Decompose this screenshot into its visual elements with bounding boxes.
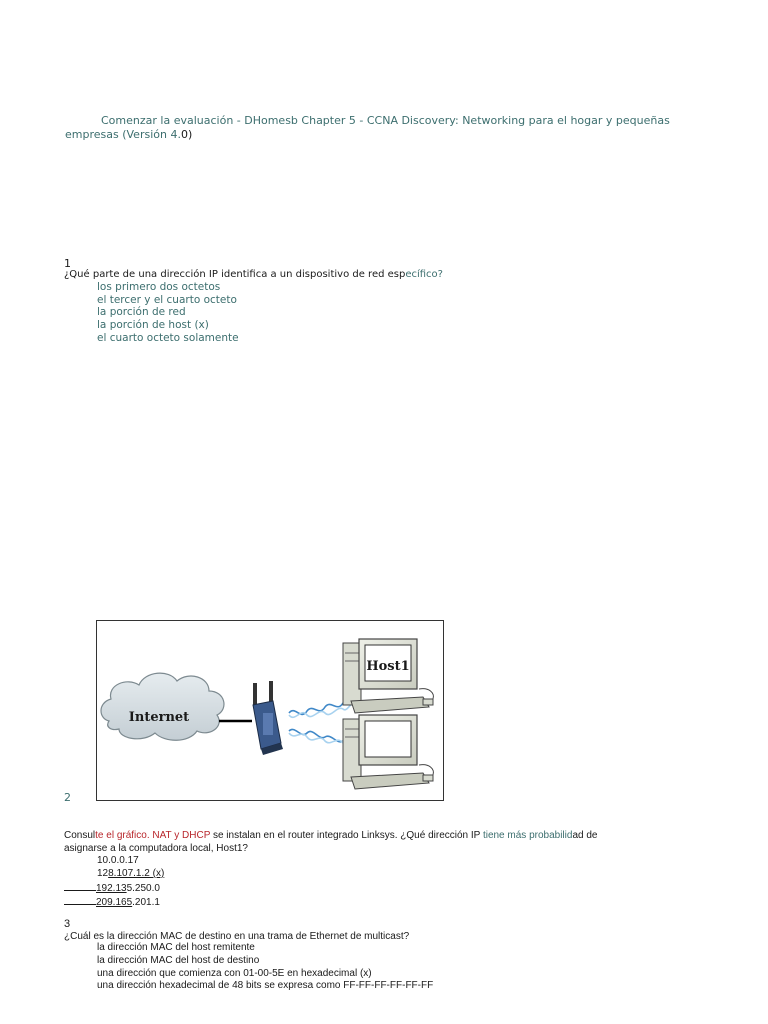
option[interactable]: 10.0.0.17 (97, 855, 139, 866)
question-3-text: ¿Cuál es la dirección MAC de destino en una trama de Ethernet de multicast? (64, 931, 410, 942)
network-diagram-svg (97, 621, 443, 800)
option[interactable]: 128.107.1.2 (x) (97, 867, 165, 879)
host1-computer-icon (343, 639, 433, 713)
question-2-options (64, 855, 164, 910)
question-1-text: ¿Qué parte de una dirección IP identifica a un dispositivo de red específico? (64, 269, 443, 280)
option[interactable]: el cuarto octeto solamente (97, 331, 239, 344)
question-2-number: 2 (64, 791, 71, 804)
question-2-text: Consulte el gráfico. NAT y DHCP se instalan en el router integrado Linksys. ¿Qué dirección IP tiene más probabilidad de asignarse a la computadora local, Host1? (64, 830, 598, 854)
option[interactable]: la porción de red (97, 306, 186, 319)
network-diagram (96, 620, 444, 801)
internet-label: Internet (128, 710, 190, 725)
option[interactable]: los primero dos octetos (97, 281, 221, 293)
option[interactable]: la dirección MAC del host remitente (97, 942, 255, 953)
option[interactable]: la porción de host (x) (97, 319, 209, 332)
computer-icon (343, 715, 433, 789)
assessment-title (65, 114, 705, 142)
title-text: Comenzar la evaluación - DHomesb Chapter 5 - CCNA Discovery: Networking para el hogar y pequeñas empresas (Versión 4. (65, 114, 670, 141)
option[interactable]: una dirección que comienza con 01-00-5E en hexadecimal (x) (97, 967, 372, 979)
option[interactable]: 209.165.201.1 (64, 895, 164, 910)
option[interactable]: la dirección MAC del host de destino (97, 954, 260, 966)
question-3-number: 3 (64, 918, 71, 930)
option[interactable]: una dirección hexadecimal de 48 bits se expresa como FF-FF-FF-FF-FF-FF (97, 980, 434, 992)
title-text-end: 0) (180, 128, 193, 141)
question-3-options (97, 942, 433, 993)
question-1-options (97, 281, 239, 345)
option[interactable]: el tercer y el cuarto octeto (97, 293, 237, 306)
question-1-number: 1 (64, 257, 71, 270)
host1-label: Host1 (366, 659, 410, 674)
wireless-router-icon (253, 681, 283, 755)
internet-cloud-icon (101, 673, 224, 740)
option[interactable]: 192.135.250.0 (64, 881, 164, 896)
